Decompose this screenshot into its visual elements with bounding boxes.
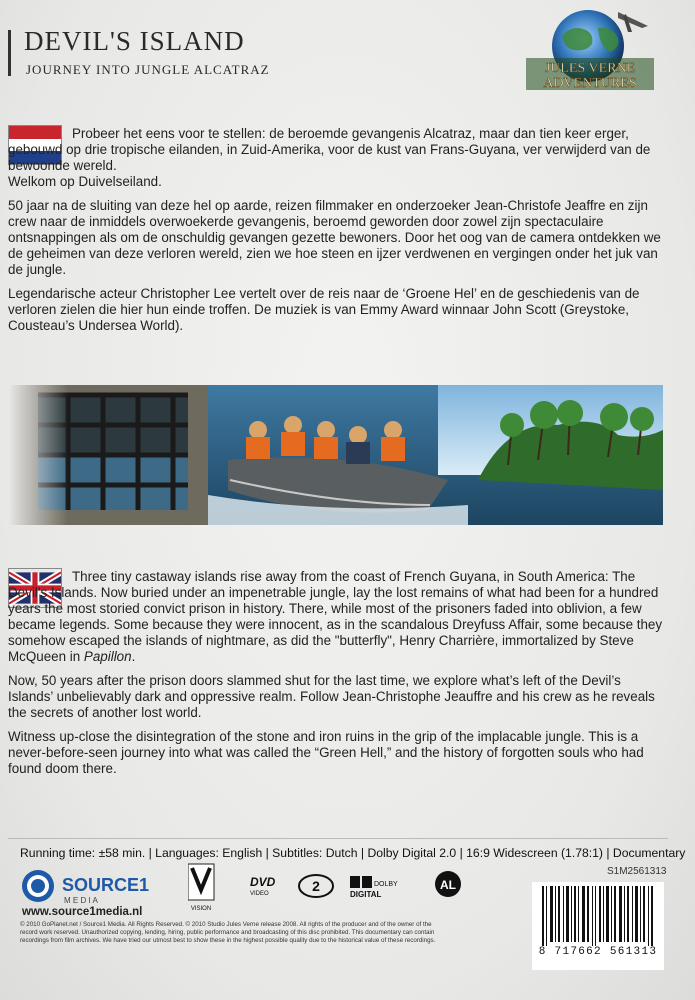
legal-notice: © 2010 GoPlanet.net / Source1 Media. All Rights Reserved. © 2010 Studio Jules Verne release 2008. All rights of the producer and of the owner of the record work reserved. Unauthorized copying, lending, hiring, public performance and broadcasting of this disc prohibited. This documentary can contain recordings from film archives. We have tried our utmost best to show these in the highest possible quality due to the historical value of these recordings. [20, 921, 436, 944]
page-title: DEVIL'S ISLAND [24, 26, 245, 56]
digital-label: DIGITAL [350, 890, 382, 899]
dvd-logo: DVD [250, 875, 276, 889]
info-separator [8, 838, 668, 839]
dutch-paragraph-3: Legendarische acteur Christopher Lee vertelt over de reis naar de ‘Groene Hel’ en de geschiedenis van de verloren zielen die hier hun einde troffen. De muziek is van Emmy Award winnaar John Scott (Greystoke, Cousteau’s Undersea World). [8, 286, 640, 333]
logo-text-line2: ADVENTURES [543, 76, 637, 91]
dutch-paragraph-1-text: Probeer het eens voor te stellen: de beroemde gevangenis Alcatraz, maar dan tien keer erger, gebouwd op drie tropische eilanden, in Zuid-Amerika, voor de kust van Frans-Guyana, ver verwijderd van de bewoonde wereld. Welkom op Duivelseiland. [8, 126, 651, 189]
barcode-number: 8 717662 561313 [532, 946, 664, 958]
age-rating-badge: AL [440, 878, 456, 892]
english-paragraph-3: Witness up-close the disintegration of the stone and iron ruins in the grip of the implacable jungle. This is a never-before-seen journey into what was called the “Green Hell,” and the history of forgotten souls who had found doom there. [8, 729, 644, 776]
english-paragraph-1-text: Three tiny castaway islands rise away from the coast of French Guyana, in South America: The Devil’s Islands. Now buried under an impenetrable jungle, lay the lost remains of what had been for a hundred years the most storied convict prison in history. There, while most of the prisoners faded into oblivion, a few became legends. Some because they were innocent, as in the scandalous Dreyfuss Affair, some because they somehow escaped the islands of nightmare, as did the "butterfly", Henry Charrière, immortalized by Steve McQueen in [8, 569, 663, 664]
english-paragraph-1 [8, 569, 663, 665]
english-paragraph-1-italic: Papillon [83, 649, 132, 664]
technical-info-line: Running time: ±58 min. | Languages: English | Subtitles: Dutch | Dolby Digital 2.0 | 16:9 Widescreen (1.78:1) | Documentary [20, 846, 686, 860]
product-code: S1M2561313 [607, 866, 667, 877]
english-paragraph-2: Now, 50 years after the prison doors slammed shut for the last time, we explore what’s left of the Devil’s Islands’ unbelievably dark and oppressive realm. Follow Jean-Christophe Jeauffre and his crew as he reveals the secrets of another lost world. [8, 673, 655, 720]
region-2-badge: 2 [312, 878, 320, 894]
logo-text-line1: JULES VERNE [544, 61, 636, 76]
source1-wordmark: SOURCE1 [62, 875, 150, 895]
format-badges [188, 862, 478, 912]
website-url: www.source1media.nl [22, 906, 143, 918]
page-subtitle: JOURNEY INTO JUNGLE ALCATRAZ [26, 62, 270, 77]
english-paragraph-1-end: . [131, 649, 136, 664]
dvd-video-label: VIDEO [250, 891, 269, 897]
expedition-photo-banner [8, 385, 663, 525]
dutch-paragraph-2: 50 jaar na de sluiting van deze hel op aarde, reizen filmmaker en onderzoeker Jean-Christofe Jeaffre en zijn crew naar de inmiddels overwoekerde gevangenis, beroemd geworden door zowel zijn spectaculaire ontsnappingen als om de onschuldig gevangen gezette bewoners. Door het oog van de camera ontdekken we de geheimen van deze verloren wereld, zien we hoe steen en ijzer verdwenen en vergingen onder het juk van de jungle. [8, 198, 661, 277]
media-wordmark: M E D I A [64, 896, 98, 905]
dolby-label: DOLBY [374, 881, 398, 888]
dutch-paragraph-1 [8, 126, 663, 190]
jules-verne-adventures-logo [522, 6, 658, 92]
source1-media-logo [20, 866, 180, 906]
vision-films-label: VISION [190, 906, 212, 912]
title-accent-bar [8, 30, 11, 76]
